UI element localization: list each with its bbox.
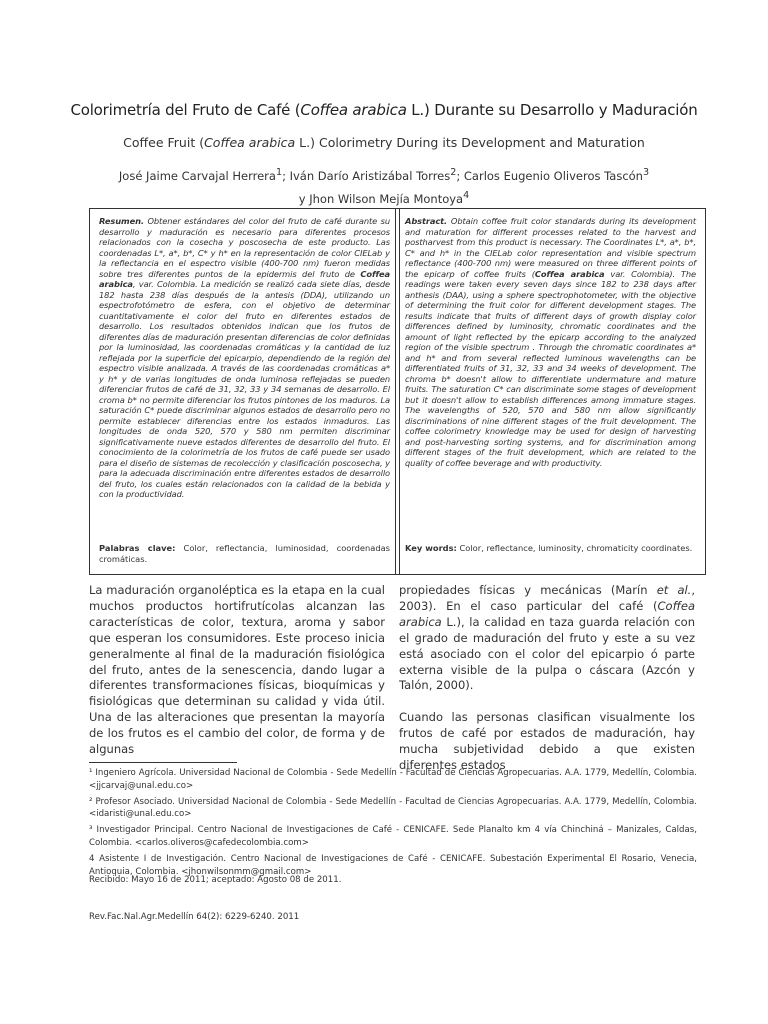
title-text: Colorimetría del Fruto de Café ( bbox=[70, 101, 301, 119]
abstract-text bbox=[405, 216, 696, 468]
title-species: Coffea arabica bbox=[300, 101, 407, 119]
abstract-species: Coffea arabica bbox=[534, 268, 605, 279]
footnote-2: ² Profesor Asociado. Universidad Nacional de Colombia - Sede Medellín - Facultad de Ciencias Agropecuarias. A.A. 1779, Medellín, Colombia. <idaristi@unal.edu.co> bbox=[89, 796, 697, 820]
body-paragraph: La maduración organoléptica es la etapa en la cual muchos productos hortifrutícolas alcanzan las características de color, textura, aroma y sabor que esperan los consumidores. Este proceso inicia generalmente al final de la maduración fisiológica del fruto, antes de la senescencia, dando lugar a diferentes transformaciones físicas, bioquímicas y fisiológicas que determinan su calidad y vida útil. Una de las alteraciones que presentan la mayoría de los frutos es el cambio del color, de forma y de algunas bbox=[89, 583, 385, 757]
body-paragraph bbox=[399, 583, 695, 694]
author-list bbox=[60, 163, 708, 209]
abstract-body: Obtain coffee fruit color standards during its development and maturation for different processes related to the harvest and postharvest from this product is necessary. The Coordinates L*, a*, b*, C* and h* in the CIELab color representation and visible spectrum reflectance (400-700 nm) were measured on three different points of the epicarp of coffee fruits ( bbox=[405, 216, 696, 279]
journal-citation: Rev.Fac.Nal.Agr.Medellín 64(2): 6229-6240. 2011 bbox=[89, 912, 300, 922]
author-separator: ; bbox=[282, 168, 290, 183]
key-words-text: Color, reflectance, luminosity, chromaticity coordinates. bbox=[456, 543, 693, 553]
paragraph-text: propiedades físicas y mecánicas (Marín bbox=[399, 583, 657, 597]
body-paragraph: Cuando las personas clasifican visualmente los frutos de café por estados de maduración, hay mucha subjetividad debido a que existen diferentes estados bbox=[399, 710, 695, 773]
paper-title bbox=[60, 101, 708, 119]
abstract-body-cont: var. Colombia). The readings were taken every seven days since 182 to 238 days after anthesis (DAA), using a sphere spectrophotometer, with the objective of determining the fruit color for different development stages. The results indicate that fruits of different days of growth display color differences defined by luminosity, chromatic coordinates and the amount of light reflected by the epicarp according to the analyzed region of the visible spectrum . Through the chromatic coordinates a* and h* and from several reflected luminous wavelengths can be differentiated fruits of 31, 32, 33 and 34 weeks of development. The chroma b* doesn't allow to differentiate undermature and mature fruits. The saturation C* can discriminate some stages of development but it doesn't allow to establish differences among immature stages. The wavelengths of 520, 570 and 580 nm allow significantly discriminations of nine different stages of the fruit development. The coffee colorimetry knowledge may be used for design of harvesting and post-harvesting sorting systems, and for discrimination among different stages of the fruit development, which are related to the quality of coffee beverage and with productivity. bbox=[405, 268, 696, 468]
body-column-left bbox=[89, 583, 385, 774]
footnotes bbox=[89, 767, 697, 881]
author-affiliation-marker: 3 bbox=[642, 167, 650, 178]
key-words-label: Key words: bbox=[405, 543, 457, 553]
resumen-body-cont: , var. Colombia. La medición se realizó cada siete días, desde 182 hasta 238 días después de la antesis (DDA), utilizando un espectrofotómetro de esfera, con el objetivo de determinar cuantitativamente el color del fruto en diferentes estados de desarrollo. Los resultados obtenidos indican que los frutos de diferentes días de maduración presentan diferencias de color definidas por la luminosidad, las coordenadas cromáticas y la cantidad de luz reflejada por la superficie del epicarpio, dependiendo de la región del espectro visible analizada. A través de las coordenadas cromáticas a* y h* y de varias longitudes de onda luminosa reflejadas se pueden diferenciar frutos de café de 31, 32, 33 y 34 semanas de desarrollo. El croma b* no permite diferenciar los frutos pintones de los maduros. La saturación C* puede discriminar algunos estados de desarrollo pero no permite establecer diferencias entre los estados inmaduros. Las longitudes de onda 520, 570 y 580 nm permiten discriminar significativamente nueve estados diferentes de desarrollo del fruto. El conocimiento de la colorimetría de los frutos de café puede ser usado para el diseño de sistemas de recolección y clasificación poscosecha, y para la adecuada discriminación entre diferentes estados de desarrollo del fruto, los cuales están relacionados con la calidad de la bebida y con la productividad. bbox=[99, 279, 390, 499]
author-affiliation-marker: 4 bbox=[463, 189, 470, 201]
author-separator: ; bbox=[456, 168, 464, 183]
palabras-clave-label: Palabras clave: bbox=[99, 543, 176, 553]
resumen-species: Coffea arabica bbox=[99, 268, 390, 289]
resumen-label: Resumen. bbox=[99, 216, 144, 226]
abstract-label: Abstract. bbox=[405, 216, 448, 226]
author-affiliation-marker: 2 bbox=[450, 167, 457, 178]
citation-etal: et al. bbox=[656, 583, 692, 597]
subtitle-species: Coffea arabica bbox=[204, 135, 296, 150]
title-text-end: L.) Durante su Desarrollo y Maduración bbox=[406, 101, 698, 119]
resumen-text bbox=[99, 216, 390, 500]
paragraph-text: L.), la calidad en taza guarda relación con el grado de maduración del fruto y este a su vez está asociado con el color del epicarpio ó parte externa visible de la pulpa o cáscara (Azcón y Talón, 2000). bbox=[399, 614, 695, 693]
subtitle-text-end: L.) Colorimetry During its Development and Maturation bbox=[295, 135, 645, 150]
species-name: Coffea arabica bbox=[399, 598, 695, 629]
subtitle-text: Coffee Fruit ( bbox=[123, 135, 205, 150]
author-name: Jhon Wilson Mejía Montoya bbox=[309, 191, 464, 206]
footnote-3: ³ Investigador Principal. Centro Nacional de Investigaciones de Café - CENICAFE. Sede Planalto km 4 vía Chinchiná – Manizales, Caldas, Colombia. <carlos.oliveros@cafedecolombia.com> bbox=[89, 825, 697, 848]
paper-subtitle bbox=[60, 135, 708, 150]
key-words bbox=[405, 543, 696, 554]
paragraph-text: , 2003). En el caso particular del café ( bbox=[399, 583, 695, 613]
author-affiliation-marker: 1 bbox=[275, 167, 283, 178]
palabras-clave-text: Color, reflectancia, luminosidad, coordenadas cromáticas. bbox=[99, 543, 390, 564]
received-date: Recibido: Mayo 16 de 2011; aceptado: Agosto 08 de 2011. bbox=[89, 875, 342, 885]
palabras-clave bbox=[99, 543, 390, 564]
author-conjunction: y bbox=[298, 191, 310, 206]
author-name: José Jaime Carvajal Herrera bbox=[118, 168, 276, 183]
footnote-divider bbox=[89, 762, 237, 763]
resumen-body: Obtener estándares del color del fruto de café durante su desarrollo y maduración es necesario para diferentes procesos relacionados con la cosecha y poscosecha de este producto. Las coordenadas L*, a*, b*, C* y h* en la representación de color CIELab y la reflectancia en el espectro visible (400-700 nm) fueron medidas sobre tres diferentes puntos de la epidermis del fruto de bbox=[99, 216, 390, 279]
abstract-box bbox=[395, 208, 706, 575]
footnote-1: ¹ Ingeniero Agrícola. Universidad Nacional de Colombia - Sede Medellín - Facultad de Ciencias Agropecuarias. A.A. 1779, Medellín, Colombia. <jjcarvaj@unal.edu.co> bbox=[89, 768, 697, 791]
footnote-4: 4 Asistente I de Investigación. Centro Nacional de Investigaciones de Café - CENICAFE. Subestación Experimental El Rosario, Venecia, Antioquia, Colombia. <jhonwilsonmm@gmail.com> bbox=[89, 853, 697, 877]
author-name: Iván Darío Aristizábal Torres bbox=[289, 168, 451, 183]
author-name: Carlos Eugenio Oliveros Tascón bbox=[463, 168, 643, 183]
body-column-right bbox=[399, 583, 695, 790]
resumen-box bbox=[89, 208, 400, 575]
